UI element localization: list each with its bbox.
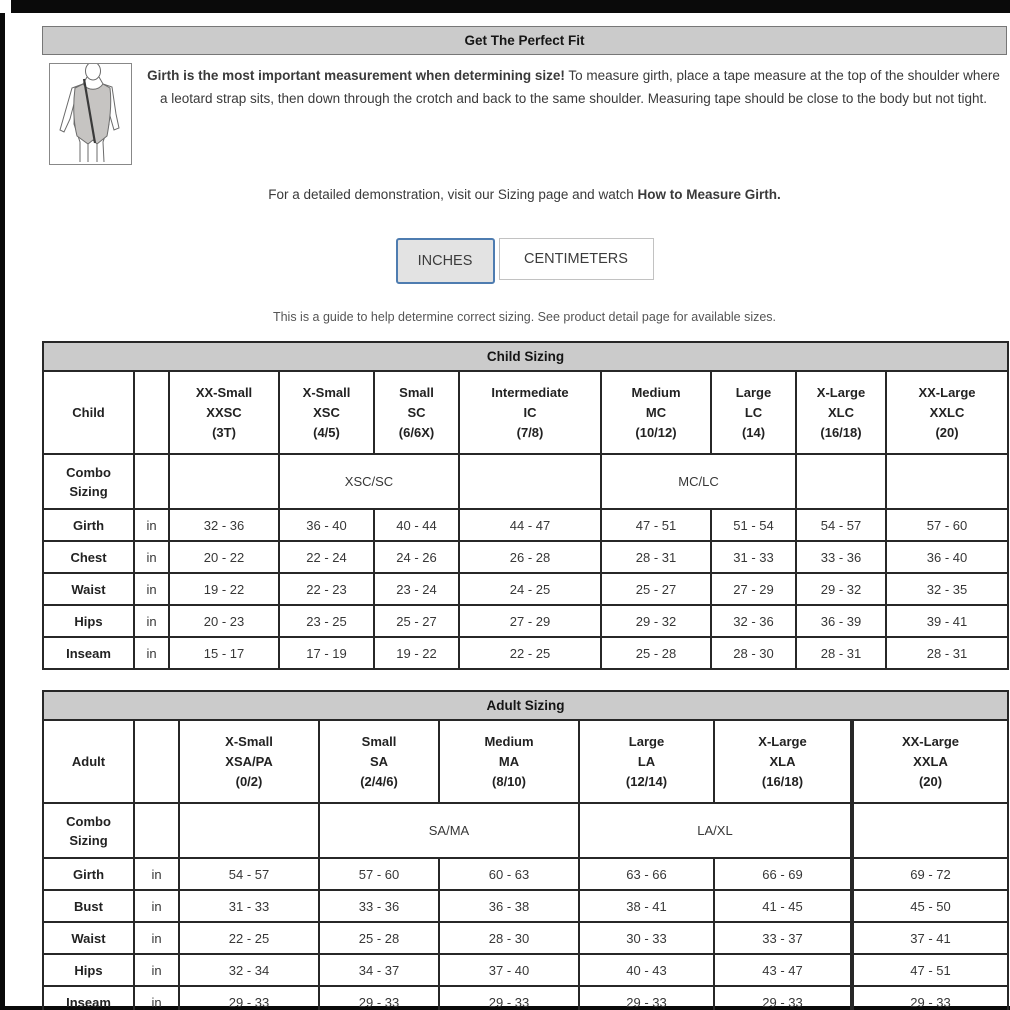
combo-sizing-label: Combo Sizing <box>43 454 134 509</box>
value-cell: 36 - 38 <box>439 890 579 922</box>
leotard-figure-image <box>49 63 132 165</box>
girth-measurement-figure-icon <box>50 64 131 164</box>
value-cell: 29 - 32 <box>796 573 886 605</box>
value-cell: 25 - 27 <box>601 573 711 605</box>
unit-cell: in <box>134 509 169 541</box>
value-cell: 40 - 43 <box>579 954 714 986</box>
value-cell: 54 - 57 <box>796 509 886 541</box>
value-cell: 30 - 33 <box>579 922 714 954</box>
value-cell: 51 - 54 <box>711 509 796 541</box>
column-header-large: Large LC (14) <box>711 371 796 454</box>
sizing-guide-note: This is a guide to help determine correct sizing. See product detail page for available sizes. <box>272 310 777 324</box>
value-cell: 33 - 37 <box>714 922 852 954</box>
value-cell: 63 - 66 <box>579 858 714 890</box>
column-header-large: Large LA (12/14) <box>579 720 714 803</box>
value-cell: 28 - 31 <box>796 637 886 669</box>
girth-intro-bold: Girth is the most important measurement when determining size! <box>147 68 565 83</box>
centimeters-button[interactable]: CENTIMETERS <box>499 238 654 280</box>
column-header-medium: Medium MA (8/10) <box>439 720 579 803</box>
unit-cell: in <box>134 858 179 890</box>
value-cell: 60 - 63 <box>439 858 579 890</box>
empty-cell <box>134 803 179 858</box>
value-cell: 22 - 25 <box>459 637 601 669</box>
value-cell: 29 - 33 <box>579 986 714 1010</box>
value-cell: 39 - 41 <box>886 605 1008 637</box>
value-cell: 47 - 51 <box>601 509 711 541</box>
sizing-page <box>42 26 1007 1010</box>
value-cell: 25 - 28 <box>319 922 439 954</box>
value-cell: 19 - 22 <box>169 573 279 605</box>
value-cell: 40 - 44 <box>374 509 459 541</box>
value-cell: 66 - 69 <box>714 858 852 890</box>
unit-cell: in <box>134 637 169 669</box>
combo-span-xsc-sc: XSC/SC <box>279 454 459 509</box>
value-cell: 26 - 28 <box>459 541 601 573</box>
value-cell: 32 - 35 <box>886 573 1008 605</box>
value-cell: 19 - 22 <box>374 637 459 669</box>
row-label-girth: Girth <box>43 858 134 890</box>
value-cell: 24 - 25 <box>459 573 601 605</box>
row-label-bust: Bust <box>43 890 134 922</box>
row-label-waist: Waist <box>43 922 134 954</box>
value-cell: 32 - 34 <box>179 954 319 986</box>
value-cell: 23 - 24 <box>374 573 459 605</box>
empty-cell <box>134 371 169 454</box>
value-cell: 29 - 33 <box>852 986 1008 1010</box>
value-cell: 24 - 26 <box>374 541 459 573</box>
frame-border-left <box>0 13 5 1010</box>
adult-sizing-table <box>42 690 1009 1010</box>
value-cell: 25 - 28 <box>601 637 711 669</box>
column-header-xx-large: XX-Large XXLC (20) <box>886 371 1008 454</box>
value-cell: 32 - 36 <box>169 509 279 541</box>
girth-intro-section <box>42 63 1007 165</box>
value-cell: 15 - 17 <box>169 637 279 669</box>
value-cell: 33 - 36 <box>319 890 439 922</box>
empty-cell <box>796 454 886 509</box>
value-cell: 20 - 22 <box>169 541 279 573</box>
value-cell: 28 - 31 <box>886 637 1008 669</box>
column-header-small: Small SC (6/6X) <box>374 371 459 454</box>
column-header-xx-small: XX-Small XXSC (3T) <box>169 371 279 454</box>
value-cell: 29 - 32 <box>601 605 711 637</box>
unit-cell: in <box>134 541 169 573</box>
value-cell: 31 - 33 <box>711 541 796 573</box>
column-header-x-large: X-Large XLA (16/18) <box>714 720 852 803</box>
frame-border-top <box>11 0 1010 13</box>
combo-span-mc-lc: MC/LC <box>601 454 796 509</box>
value-cell: 28 - 30 <box>439 922 579 954</box>
column-header-medium: Medium MC (10/12) <box>601 371 711 454</box>
demo-note <box>42 169 1007 202</box>
value-cell: 27 - 29 <box>459 605 601 637</box>
value-cell: 33 - 36 <box>796 541 886 573</box>
column-header-intermediate: Intermediate IC (7/8) <box>459 371 601 454</box>
value-cell: 41 - 45 <box>714 890 852 922</box>
girth-intro-text <box>132 63 1007 165</box>
unit-cell: in <box>134 573 169 605</box>
empty-cell <box>134 454 169 509</box>
value-cell: 36 - 40 <box>886 541 1008 573</box>
value-cell: 28 - 30 <box>711 637 796 669</box>
value-cell: 22 - 23 <box>279 573 374 605</box>
value-cell: 38 - 41 <box>579 890 714 922</box>
empty-cell <box>169 454 279 509</box>
row-label-hips: Hips <box>43 954 134 986</box>
page-title: Get The Perfect Fit <box>42 26 1007 55</box>
value-cell: 17 - 19 <box>279 637 374 669</box>
value-cell: 57 - 60 <box>319 858 439 890</box>
value-cell: 54 - 57 <box>179 858 319 890</box>
row-label-inseam: Inseam <box>43 637 134 669</box>
value-cell: 45 - 50 <box>852 890 1008 922</box>
combo-span-la-xl: LA/XL <box>579 803 852 858</box>
row-label-hips: Hips <box>43 605 134 637</box>
value-cell: 29 - 33 <box>714 986 852 1010</box>
child-corner-label: Child <box>43 371 134 454</box>
value-cell: 29 - 33 <box>319 986 439 1010</box>
value-cell: 22 - 25 <box>179 922 319 954</box>
combo-span-sa-ma: SA/MA <box>319 803 579 858</box>
column-header-x-small: X-Small XSA/PA (0/2) <box>179 720 319 803</box>
row-label-waist: Waist <box>43 573 134 605</box>
empty-cell <box>179 803 319 858</box>
value-cell: 29 - 33 <box>439 986 579 1010</box>
value-cell: 20 - 23 <box>169 605 279 637</box>
column-header-xx-large: XX-Large XXLA (20) <box>852 720 1008 803</box>
value-cell: 23 - 25 <box>279 605 374 637</box>
unit-cell: in <box>134 986 179 1010</box>
combo-sizing-label: Combo Sizing <box>43 803 134 858</box>
value-cell: 47 - 51 <box>852 954 1008 986</box>
row-label-girth: Girth <box>43 509 134 541</box>
unit-cell: in <box>134 954 179 986</box>
empty-cell <box>886 454 1008 509</box>
row-label-inseam: Inseam <box>43 986 134 1010</box>
column-header-x-large: X-Large XLC (16/18) <box>796 371 886 454</box>
inches-button[interactable]: INCHES <box>396 238 495 284</box>
value-cell: 37 - 40 <box>439 954 579 986</box>
unit-cell: in <box>134 605 169 637</box>
child-table-title: Child Sizing <box>43 342 1008 371</box>
unit-cell: in <box>134 922 179 954</box>
demo-note-bold: How to Measure Girth. <box>637 187 781 202</box>
demo-note-text: For a detailed demonstration, visit our Sizing page and watch <box>268 187 638 202</box>
value-cell: 28 - 31 <box>601 541 711 573</box>
adult-corner-label: Adult <box>43 720 134 803</box>
value-cell: 36 - 39 <box>796 605 886 637</box>
column-header-x-small: X-Small XSC (4/5) <box>279 371 374 454</box>
girth-intro-rest: To measure girth, place a tape measure at the top of the shoulder where a leotard strap sits, then down through the crotch and back to the same shoulder. Measuring tape should be close to the body but not tight. <box>159 68 1000 106</box>
value-cell: 29 - 33 <box>179 986 319 1010</box>
empty-cell <box>852 803 1008 858</box>
child-sizing-table <box>42 341 1009 670</box>
value-cell: 37 - 41 <box>852 922 1008 954</box>
value-cell: 43 - 47 <box>714 954 852 986</box>
value-cell: 27 - 29 <box>711 573 796 605</box>
value-cell: 25 - 27 <box>374 605 459 637</box>
value-cell: 22 - 24 <box>279 541 374 573</box>
adult-table-title: Adult Sizing <box>43 691 1008 720</box>
value-cell: 34 - 37 <box>319 954 439 986</box>
value-cell: 32 - 36 <box>711 605 796 637</box>
value-cell: 31 - 33 <box>179 890 319 922</box>
unit-cell: in <box>134 890 179 922</box>
unit-toggle <box>42 238 1007 284</box>
value-cell: 57 - 60 <box>886 509 1008 541</box>
value-cell: 36 - 40 <box>279 509 374 541</box>
empty-cell <box>459 454 601 509</box>
row-label-chest: Chest <box>43 541 134 573</box>
value-cell: 44 - 47 <box>459 509 601 541</box>
empty-cell <box>134 720 179 803</box>
value-cell: 69 - 72 <box>852 858 1008 890</box>
column-header-small: Small SA (2/4/6) <box>319 720 439 803</box>
